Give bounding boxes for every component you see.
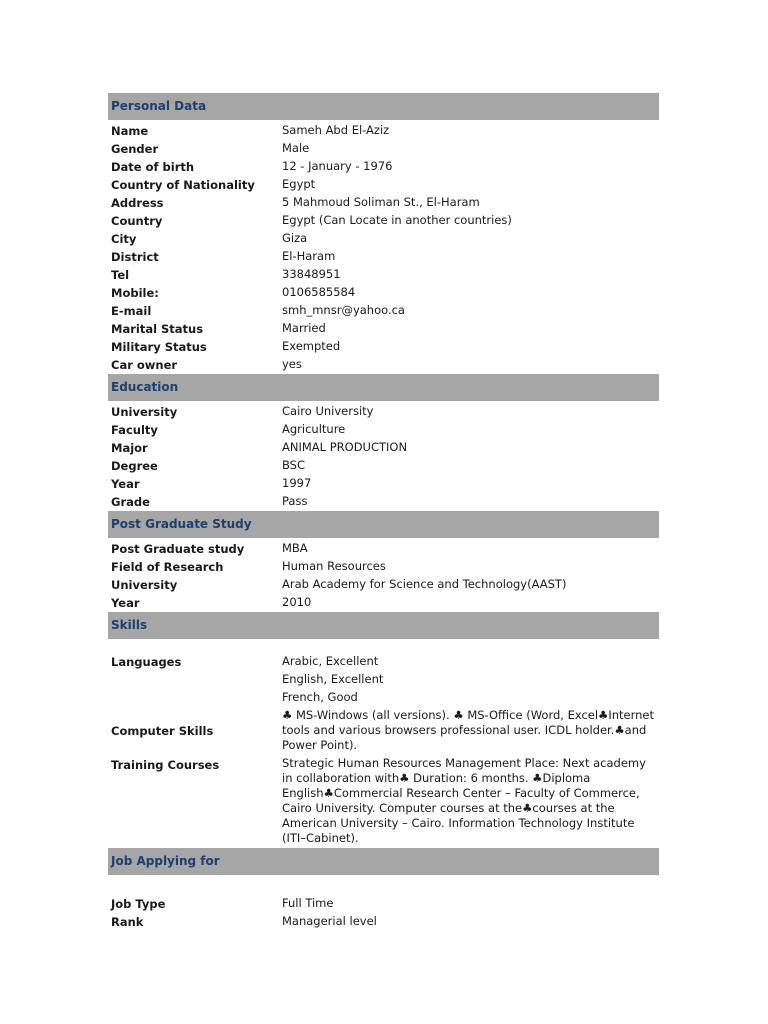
row-label: District — [111, 250, 159, 264]
section-header-education: Education — [108, 374, 659, 401]
row-label-empty — [108, 689, 282, 707]
row-label: City — [111, 232, 137, 246]
row-value: BSC — [282, 458, 306, 472]
row-label: Post Graduate study — [111, 542, 245, 556]
data-row — [108, 439, 659, 457]
data-row — [108, 140, 659, 158]
data-row — [108, 176, 659, 194]
section-header-personal-data: Personal Data — [108, 93, 659, 120]
row-value: Exempted — [282, 339, 341, 353]
data-row — [108, 576, 659, 594]
row-value: Giza — [282, 231, 308, 245]
row-label: Faculty — [111, 423, 158, 437]
data-row — [108, 558, 659, 576]
data-row — [108, 320, 659, 338]
row-label: Address — [111, 196, 164, 210]
row-value: 33848951 — [282, 267, 341, 281]
data-row — [108, 302, 659, 320]
job-rows — [108, 895, 659, 931]
row-value: Agriculture — [282, 422, 346, 436]
row-value: 0106585584 — [282, 285, 356, 299]
row-label: Rank — [111, 915, 144, 929]
data-row — [108, 895, 659, 913]
data-row — [108, 594, 659, 612]
data-row — [108, 230, 659, 248]
section-header-job-applying: Job Applying for — [108, 848, 659, 875]
row-label: University — [111, 578, 178, 592]
row-value: Male — [282, 141, 310, 155]
row-value: Full Time — [282, 896, 334, 910]
row-label: E-mail — [111, 304, 152, 318]
row-value: 12 - January - 1976 — [282, 159, 393, 173]
data-row — [108, 284, 659, 302]
row-label: Name — [111, 124, 149, 138]
row-label: Year — [111, 477, 140, 491]
row-label: Grade — [111, 495, 150, 509]
row-label: University — [111, 405, 178, 419]
row-label: Military Status — [111, 340, 207, 354]
data-row — [108, 122, 659, 140]
data-row — [108, 338, 659, 356]
row-label: Field of Research — [111, 560, 224, 574]
languages-row-cont — [108, 689, 659, 707]
row-value: Managerial level — [282, 914, 377, 928]
postgrad-rows — [108, 538, 659, 612]
row-value: Cairo University — [282, 404, 374, 418]
row-value: Arab Academy for Science and Technology(AAST) — [282, 577, 567, 591]
data-row — [108, 158, 659, 176]
row-label: Country of Nationality — [111, 178, 255, 192]
row-label: Computer Skills — [111, 724, 214, 738]
language-item: Arabic, Excellent — [282, 654, 379, 668]
row-label: Degree — [111, 459, 158, 473]
section-header-post-graduate: Post Graduate Study — [108, 511, 659, 538]
row-label: Date of birth — [111, 160, 195, 174]
spacer — [108, 875, 659, 895]
data-row — [108, 403, 659, 421]
row-value: Human Resources — [282, 559, 386, 573]
row-label: Marital Status — [111, 322, 204, 336]
data-row — [108, 421, 659, 439]
data-row — [108, 493, 659, 511]
language-item: English, Excellent — [282, 672, 384, 686]
data-row — [108, 475, 659, 493]
row-value: Pass — [282, 494, 308, 508]
row-value: Married — [282, 321, 326, 335]
row-value: MBA — [282, 541, 308, 555]
row-label: Major — [111, 441, 148, 455]
languages-row-cont — [108, 671, 659, 689]
computer-skills-value: ♣ MS-Windows (all versions). ♣ MS-Office (Word, Excel♣Internet tools and various browsers professional user. ICDL holder.♣and Power Point). — [282, 708, 655, 752]
data-row — [108, 266, 659, 284]
personal-data-rows — [108, 120, 659, 374]
row-value: Egypt — [282, 177, 316, 191]
computer-skills-row — [108, 707, 659, 755]
row-value: ANIMAL PRODUCTION — [282, 440, 408, 454]
row-label: Year — [111, 596, 140, 610]
training-courses-row — [108, 755, 659, 848]
cv-document — [108, 93, 659, 931]
row-label: Gender — [111, 142, 159, 156]
education-rows — [108, 401, 659, 511]
data-row — [108, 248, 659, 266]
row-value: Sameh Abd El-Aziz — [282, 123, 390, 137]
data-row — [108, 540, 659, 558]
language-item: French, Good — [282, 690, 358, 704]
row-label: Job Type — [111, 897, 166, 911]
row-label-empty — [108, 671, 282, 689]
row-value: yes — [282, 357, 302, 371]
row-label: Country — [111, 214, 163, 228]
data-row — [108, 457, 659, 475]
row-label: Training Courses — [111, 758, 220, 772]
row-label: Mobile: — [111, 286, 159, 300]
data-row — [108, 913, 659, 931]
languages-row — [108, 653, 659, 671]
row-label: Car owner — [111, 358, 178, 372]
row-value-email: smh_mnsr@yahoo.ca — [282, 303, 405, 317]
training-courses-value: Strategic Human Resources Management Place: Next academy in collaboration with♣ Duration: 6 months. ♣Diploma English♣Commercial Research Center – Faculty of Commerce, Cairo University. Computer courses at the♣courses at the American University – Cairo. Information Technology Institute (ITI–Cabinet). — [282, 756, 646, 845]
row-label: Languages — [111, 655, 182, 669]
row-value: 5 Mahmoud Soliman St., El-Haram — [282, 195, 480, 209]
data-row — [108, 194, 659, 212]
data-row — [108, 212, 659, 230]
section-header-skills: Skills — [108, 612, 659, 639]
row-value: 2010 — [282, 595, 312, 609]
languages-list — [282, 653, 659, 671]
row-value: 1997 — [282, 476, 312, 490]
row-label: Tel — [111, 268, 130, 282]
row-value: El-Haram — [282, 249, 336, 263]
spacer — [108, 639, 659, 653]
data-row — [108, 356, 659, 374]
row-value: Egypt (Can Locate in another countries) — [282, 213, 512, 227]
